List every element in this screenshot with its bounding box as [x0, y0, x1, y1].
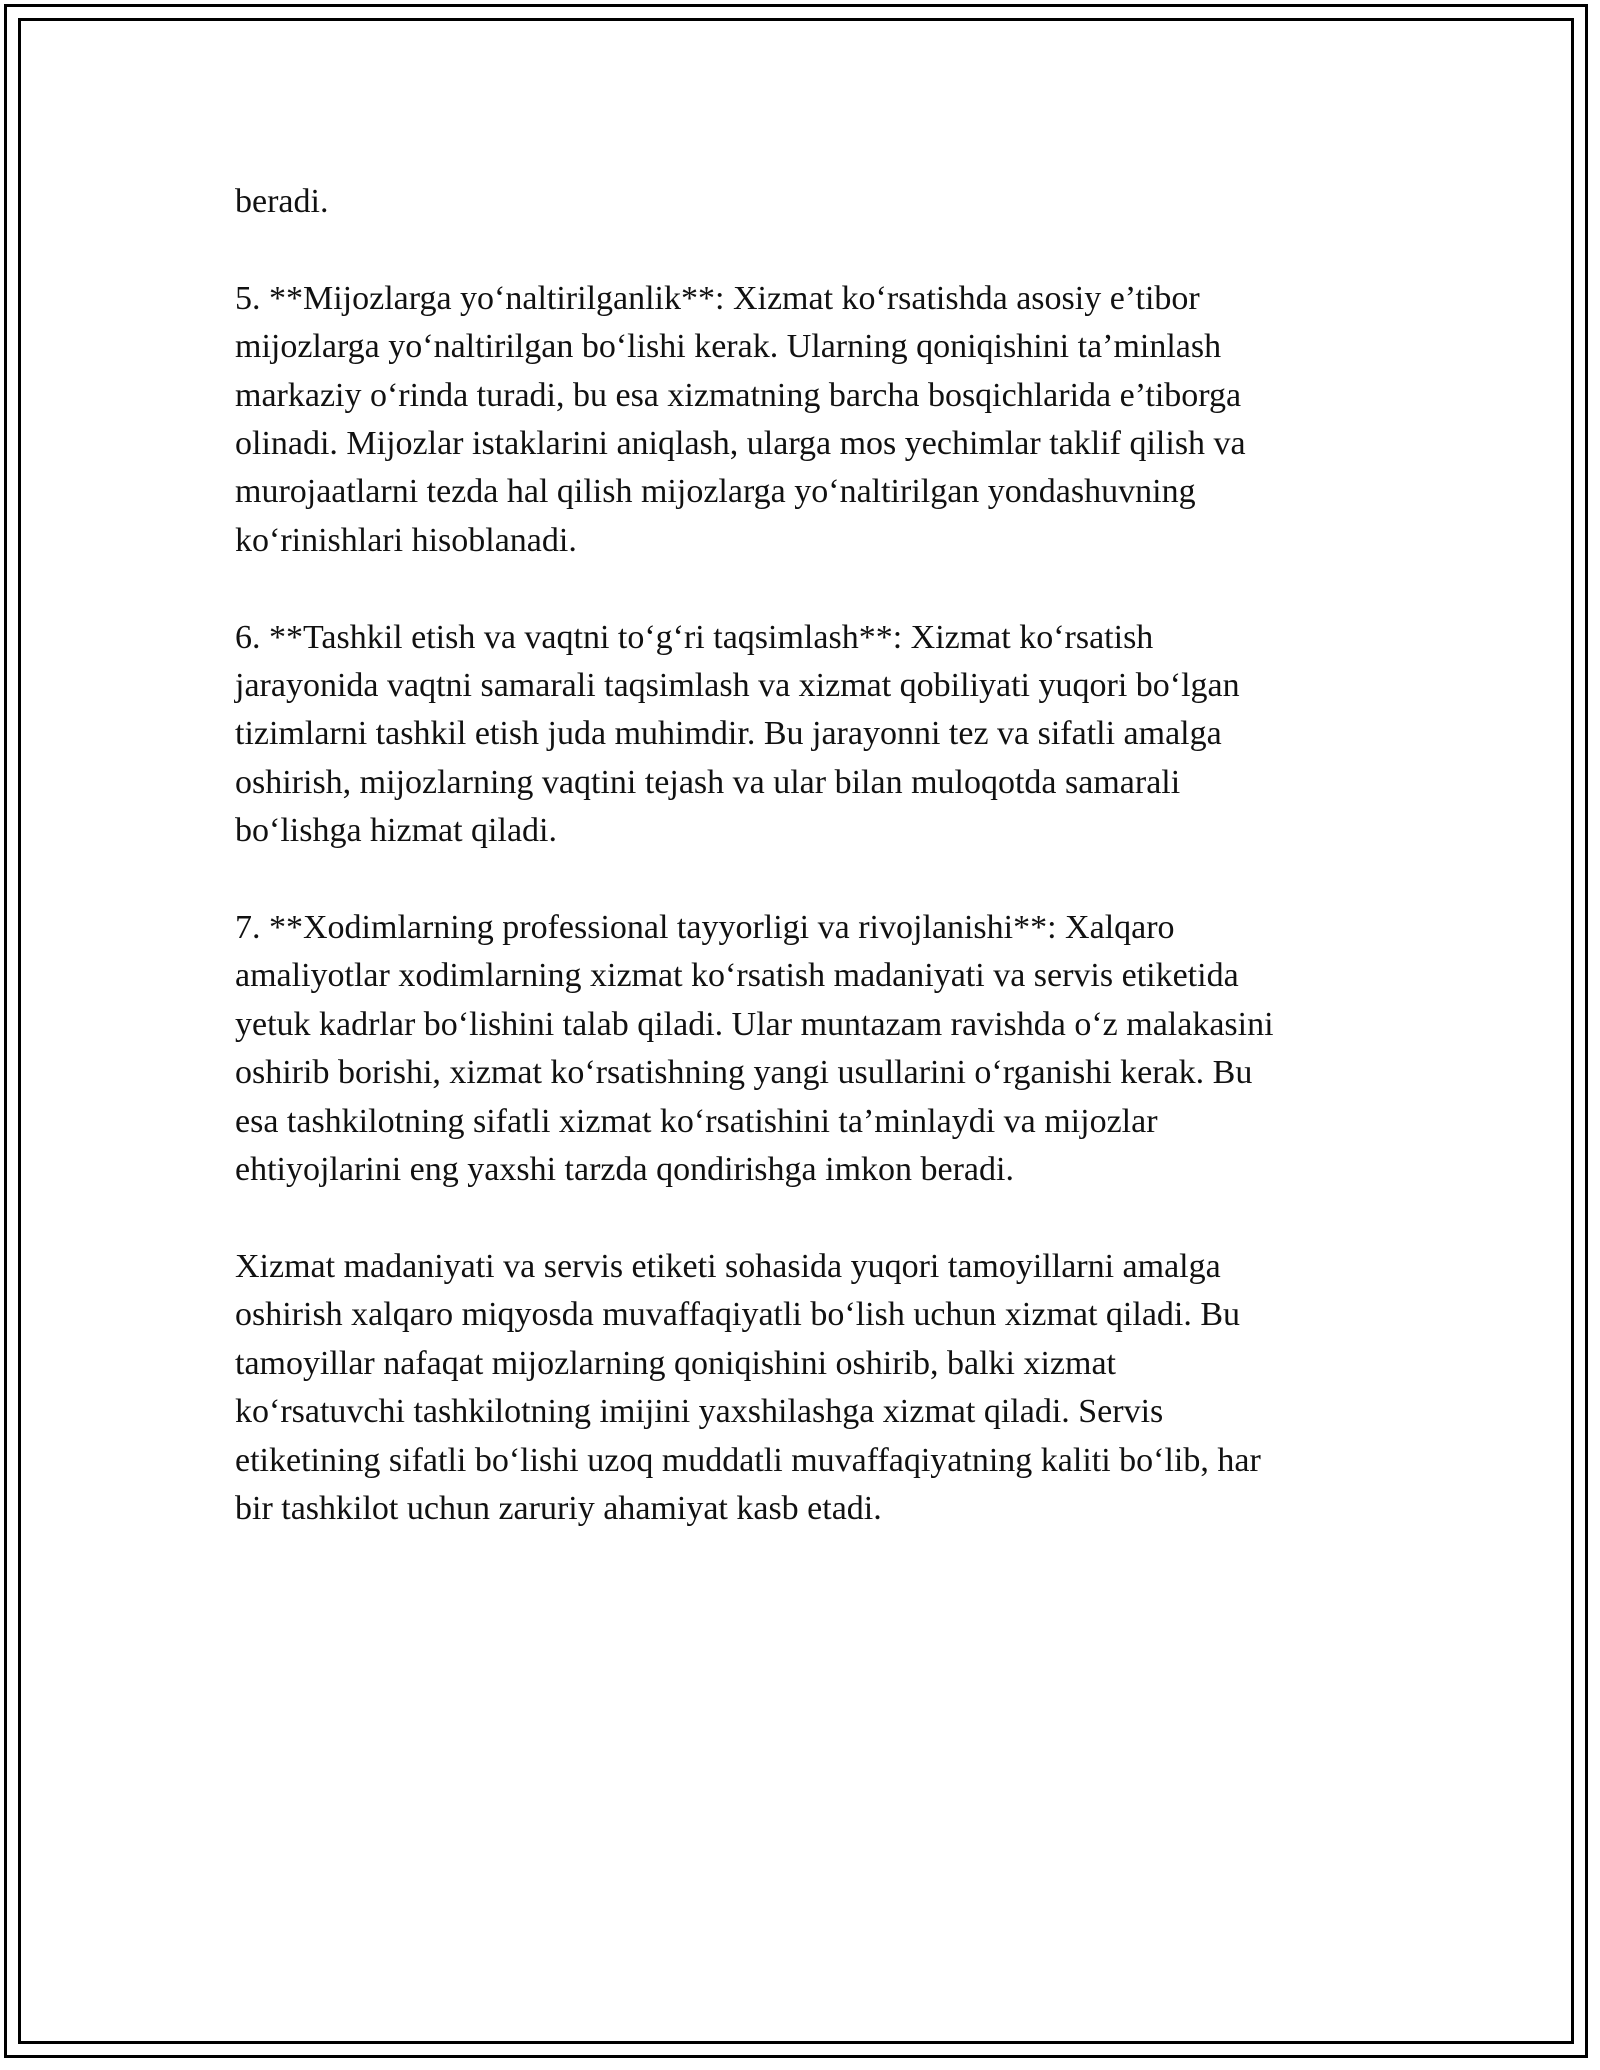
- document-body: [235, 178, 1395, 1582]
- paragraph-item-6: 6. **Tashkil etish va vaqtni to‘g‘ri taqsimlash**: Xizmat ko‘rsatish jarayonida vaqtni samarali taqsimlash va xizmat qobiliyati yuqori bo‘lgan tizimlarni tashkil etish juda muhimdir. Bu jarayonni tez va sifatli amalga oshirish, mijozlarning vaqtini tejash va ular bilan muloqotda samarali bo‘lishga hizmat qiladi.: [235, 618, 1240, 850]
- paragraph-conclusion: Xizmat madaniyati va servis etiketi sohasida yuqori tamoyillarni amalga oshirish xalqaro miqyosda muvaffaqiyatli bo‘lish uchun xizmat qiladi. Bu tamoyillar nafaqat mijozlarning qoniqishini oshirib, balki xizmat ko‘rsatuvchi tashkilotning imijini yaxshilashga xizmat qiladi. Servis etiketining sifatli bo‘lishi uzoq muddatli muvaffaqiyatning kaliti bo‘lib, har bir tashkilot uchun zaruriy ahamiyat kasb etadi.: [235, 1247, 1261, 1527]
- paragraph-continuation: beradi.: [235, 183, 329, 220]
- paragraph-item-5: 5. **Mijozlarga yo‘naltirilganlik**: Xizmat ko‘rsatishda asosiy e’tibor mijozlarga yo‘naltirilgan bo‘lishi kerak. Ularning qoniqishini ta’minlash markaziy o‘rinda turadi, bu esa xizmatning barcha bosqichlarida e’tiborga olinadi. Mijozlar istaklarini aniqlash, ularga mos yechimlar taklif qilish va murojaatlarni tezda hal qilish mijozlarga yo‘naltirilgan yondashuvning ko‘rinishlari hisoblanadi.: [235, 279, 1246, 559]
- paragraph-item-7: 7. **Xodimlarning professional tayyorligi va rivojlanishi**: Xalqaro amaliyotlar xodimlarning xizmat ko‘rsatish madaniyati va servis etiketida yetuk kadrlar bo‘lishini talab qiladi. Ular muntazam ravishda o‘z malakasini oshirib borishi, xizmat ko‘rsatishning yangi usullarini o‘rganishi kerak. Bu esa tashkilotning sifatli xizmat ko‘rsatishini ta’minlaydi va mijozlar ehtiyojlarini eng yaxshi tarzda qondirishga imkon beradi.: [235, 909, 1274, 1189]
